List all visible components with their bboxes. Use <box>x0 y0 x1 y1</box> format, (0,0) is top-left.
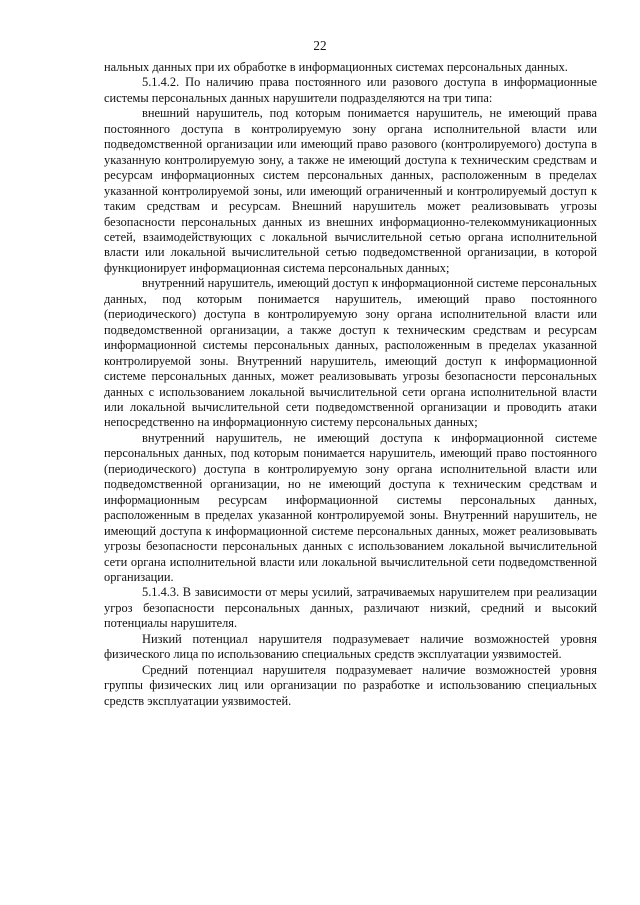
paragraph-internal-intruder-with-access: внутренний нарушитель, имеющий доступ к информационной системе персональных данных, под которым понимается нарушитель, имеющий право постоянного (периодического) доступа в контролируемую зону органа исполнительной власти или подведомственной организации, а также доступ к техническим средствам и ресурсам информационной системы персональных данных, расположенным в пределах указанной контролируемой зоны. Внутренний нарушитель, имеющий доступ к информационной системе персональных данных, может реализовывать угрозы безопасности персональных данных с использованием локальной вычислительной сети органа исполнительной власти или локальной вычислительной сети подведомственной организации и проводить атаки непосредственно на информационную систему персональных данных; <box>104 276 597 430</box>
body-text <box>104 60 597 709</box>
paragraph-medium-potential: Средний потенциал нарушителя подразумевает наличие возможностей уровня группы физических лиц или организации по разработке и использованию специальных средств эксплуатации уязвимостей. <box>104 662 597 708</box>
paragraph-5-1-4-2: 5.1.4.2. По наличию права постоянного или разового доступа в информационные системы персональных данных нарушители подразделяются на три типа: <box>104 75 597 105</box>
paragraph-external-intruder: внешний нарушитель, под которым понимается нарушитель, не имеющий права постоянного доступа в контролируемую зону органа исполнительной власти или подведомственной организации или имеющий право разового (контролируемого) доступа в указанную контролируемую зону, а также не имеющий доступа к техническим средствам и ресурсам информационных систем персональных данных, расположенным в пределах указанной контролируемой зоны, или имеющий ограниченный и контролируемый доступ к таким средствам и ресурсам. Внешний нарушитель может реализовывать угрозы безопасности персональных данных из внешних информационно-телекоммуникационных сетей, взаимодействующих с локальной вычислительной сетью органа исполнительной власти или локальной вычислительной сетью подведомственной организации, в которой функционирует информационная система персональных данных; <box>104 106 597 275</box>
paragraph-internal-intruder-without-access: внутренний нарушитель, не имеющий доступа к информационной системе персональных данных, под которым понимается нарушитель, имеющий право постоянного (периодического) доступа в контролируемую зону органа исполнительной власти или подведомственной организации, но не имеющий доступа к техническим средствам и информационным ресурсам информационной системы персональных данных, расположенным в пределах указанной контролируемой зоны. Внутренний нарушитель, не имеющий доступа к информационной системе персональных данных, может реализовывать угрозы безопасности персональных данных с использованием локальной вычислительной сети органа исполнительной власти или локальной вычислительной сети подведомственной организации. <box>104 430 597 584</box>
paragraph-low-potential: Низкий потенциал нарушителя подразумевает наличие возможностей уровня физического лица по использованию специальных средств эксплуатации уязвимостей. <box>104 631 597 662</box>
paragraph-continuation: нальных данных при их обработке в информационных системах персональных данных. <box>104 60 568 74</box>
paragraph-5-1-4-3: 5.1.4.3. В зависимости от меры усилий, затрачиваемых нарушителем при реализации угроз безопасности персональных данных, различают низкий, средний и высокий потенциалы нарушителя. <box>104 585 597 631</box>
page-number: 22 <box>313 38 327 53</box>
